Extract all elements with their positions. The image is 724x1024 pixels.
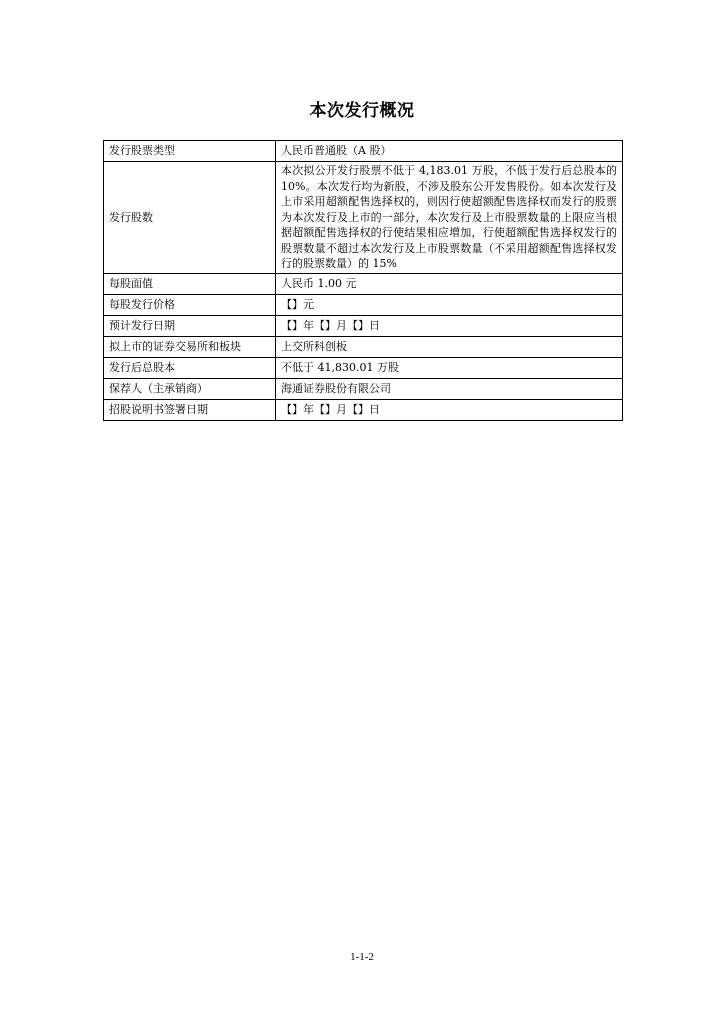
table-row-stock-type — [104, 141, 623, 162]
row-label: 预计发行日期 — [104, 315, 276, 336]
row-value: 人民币 1.00 元 — [276, 273, 623, 294]
row-value: 【】年【】月【】日 — [276, 315, 623, 336]
row-value: 人民币普通股（A 股） — [276, 141, 623, 162]
row-label: 保荐人（主承销商） — [104, 378, 276, 399]
page-title: 本次发行概况 — [309, 101, 415, 121]
table-row-issue-date — [104, 315, 623, 336]
row-value: 【】年【】月【】日 — [276, 399, 623, 420]
page-number: 1-1-2 — [350, 951, 374, 963]
row-label: 每股面值 — [104, 273, 276, 294]
row-value: 上交所科创板 — [276, 336, 623, 357]
table-row-total-shares — [104, 357, 623, 378]
row-label: 每股发行价格 — [104, 294, 276, 315]
table-row-signing-date — [104, 399, 623, 420]
table-row-par-value — [104, 273, 623, 294]
row-label: 发行股数 — [104, 162, 276, 274]
row-value: 本次拟公开发行股票不低于 4,183.01 万股，不低于发行后总股本的 10%。本次发行均为新股，不涉及股东公开发售股份。如本次发行及上市采用超额配售选择权的，则因行使超额配售选择权而发行的股票为本次发行及上市的一部分，本次发行及上市股票数量的上限应当根据超额配售选择权的行使结果相应增加，行使超额配售选择权发行的股票数量不超过本次发行及上市股票数量（不采用超额配售选择权发行的股票数量）的 15% — [276, 162, 623, 274]
table-row-issue-price — [104, 294, 623, 315]
row-label: 招股说明书签署日期 — [104, 399, 276, 420]
table-row-exchange-board — [104, 336, 623, 357]
row-label: 发行后总股本 — [104, 357, 276, 378]
offering-summary-table — [103, 140, 623, 421]
table-row-sponsor — [104, 378, 623, 399]
row-value: 【】元 — [276, 294, 623, 315]
row-value: 不低于 41,830.01 万股 — [276, 357, 623, 378]
row-label: 拟上市的证券交易所和板块 — [104, 336, 276, 357]
table-row-share-count — [104, 162, 623, 274]
row-label: 发行股票类型 — [104, 141, 276, 162]
row-value: 海通证券股份有限公司 — [276, 378, 623, 399]
